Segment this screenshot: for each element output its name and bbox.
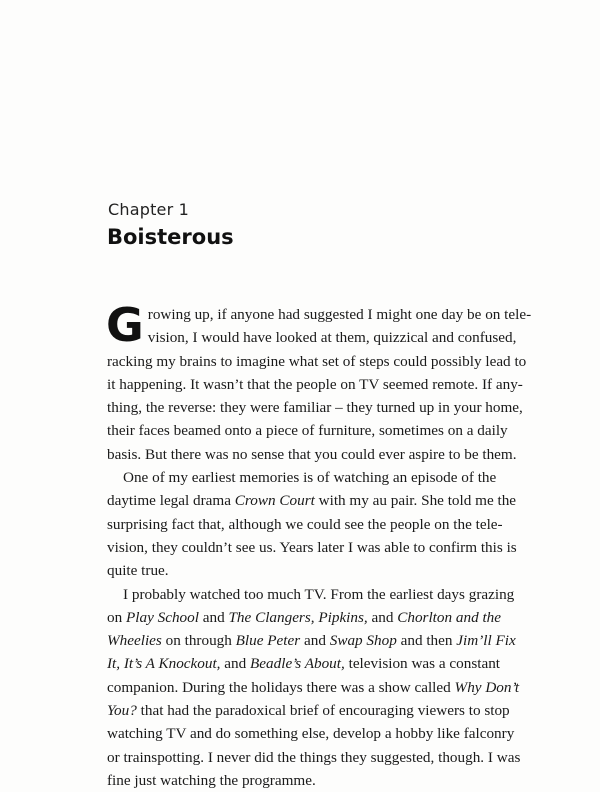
- text-line: racking my brains to imagine what set of steps could possibly lead to: [107, 352, 527, 370]
- paragraph-1: [106, 298, 532, 466]
- chapter-label: Chapter 1: [108, 200, 190, 219]
- text-run: and: [300, 632, 330, 650]
- text-line: One of my earliest memories is of watching an episode of the: [123, 469, 497, 487]
- text-run: and: [220, 655, 251, 673]
- show-title: Chorlton and the: [397, 608, 502, 626]
- drop-cap: G: [106, 298, 144, 352]
- text-run: on: [107, 608, 126, 626]
- text-line: [107, 676, 520, 699]
- show-title: Why Don’t: [454, 678, 520, 696]
- text-line: [107, 489, 517, 512]
- text-run: and then: [396, 632, 457, 650]
- text-line: vision, they couldn’t see us. Years later I was able to confirm this is: [107, 538, 517, 556]
- text-line: [107, 652, 501, 675]
- show-title: You?: [107, 702, 137, 720]
- text-line: [107, 699, 510, 722]
- show-title: Play School: [125, 608, 199, 626]
- text-line: thing, the reverse: they were familiar – they turned up in your home,: [107, 399, 523, 417]
- text-run: and: [198, 608, 229, 626]
- text-line: their faces beamed onto a piece of furniture, sometimes on a daily: [107, 422, 508, 440]
- text-run: that had the paradoxical brief of encouraging viewers to stop: [136, 702, 510, 720]
- text-line: surprising fact that, although we could see the people on the tele-: [107, 515, 503, 533]
- text-line: [107, 606, 502, 629]
- show-title: It, It’s A Knockout,: [107, 655, 221, 673]
- paragraph-2: [107, 466, 517, 582]
- text-run: companion. During the holidays there was a show called: [107, 678, 455, 696]
- text-run: on through: [161, 632, 236, 650]
- text-line: or trainspotting. I never did the things they suggested, though. I was: [107, 748, 521, 766]
- show-title: Wheelies: [107, 632, 162, 650]
- show-title: Swap Shop: [329, 632, 397, 650]
- show-title: The Clangers, Pipkins,: [228, 608, 368, 626]
- text-line: rowing up, if anyone had suggested I might one day be on tele-: [147, 306, 532, 323]
- text-run: and: [367, 608, 398, 626]
- text-line: watching TV and do something else, develop a hobby like falconry: [107, 725, 515, 743]
- text-run: television was a constant: [344, 655, 501, 673]
- show-title: Crown Court: [234, 492, 315, 510]
- text-line: basis. But there was no sense that you could ever aspire to be them.: [107, 445, 517, 463]
- chapter-title: Boisterous: [107, 225, 234, 249]
- text-line: fine just watching the programme.: [107, 771, 316, 789]
- text-line: [107, 629, 516, 652]
- show-title: Blue Peter: [235, 632, 301, 650]
- paragraph-3: [107, 583, 521, 792]
- chapter-body: [106, 298, 532, 792]
- text-run: with my au pair. She told me the: [314, 492, 517, 510]
- text-line: vision, I would have looked at them, quizzical and confused,: [147, 329, 517, 347]
- show-title: Beadle’s About,: [250, 655, 345, 673]
- text-line: I probably watched too much TV. From the earliest days grazing: [123, 585, 515, 603]
- text-line: it happening. It wasn’t that the people on TV seemed remote. If any-: [107, 375, 523, 393]
- show-title: Jim’ll Fix: [456, 632, 516, 650]
- text-line: quite true.: [107, 562, 169, 580]
- text-run: daytime legal drama: [107, 492, 235, 510]
